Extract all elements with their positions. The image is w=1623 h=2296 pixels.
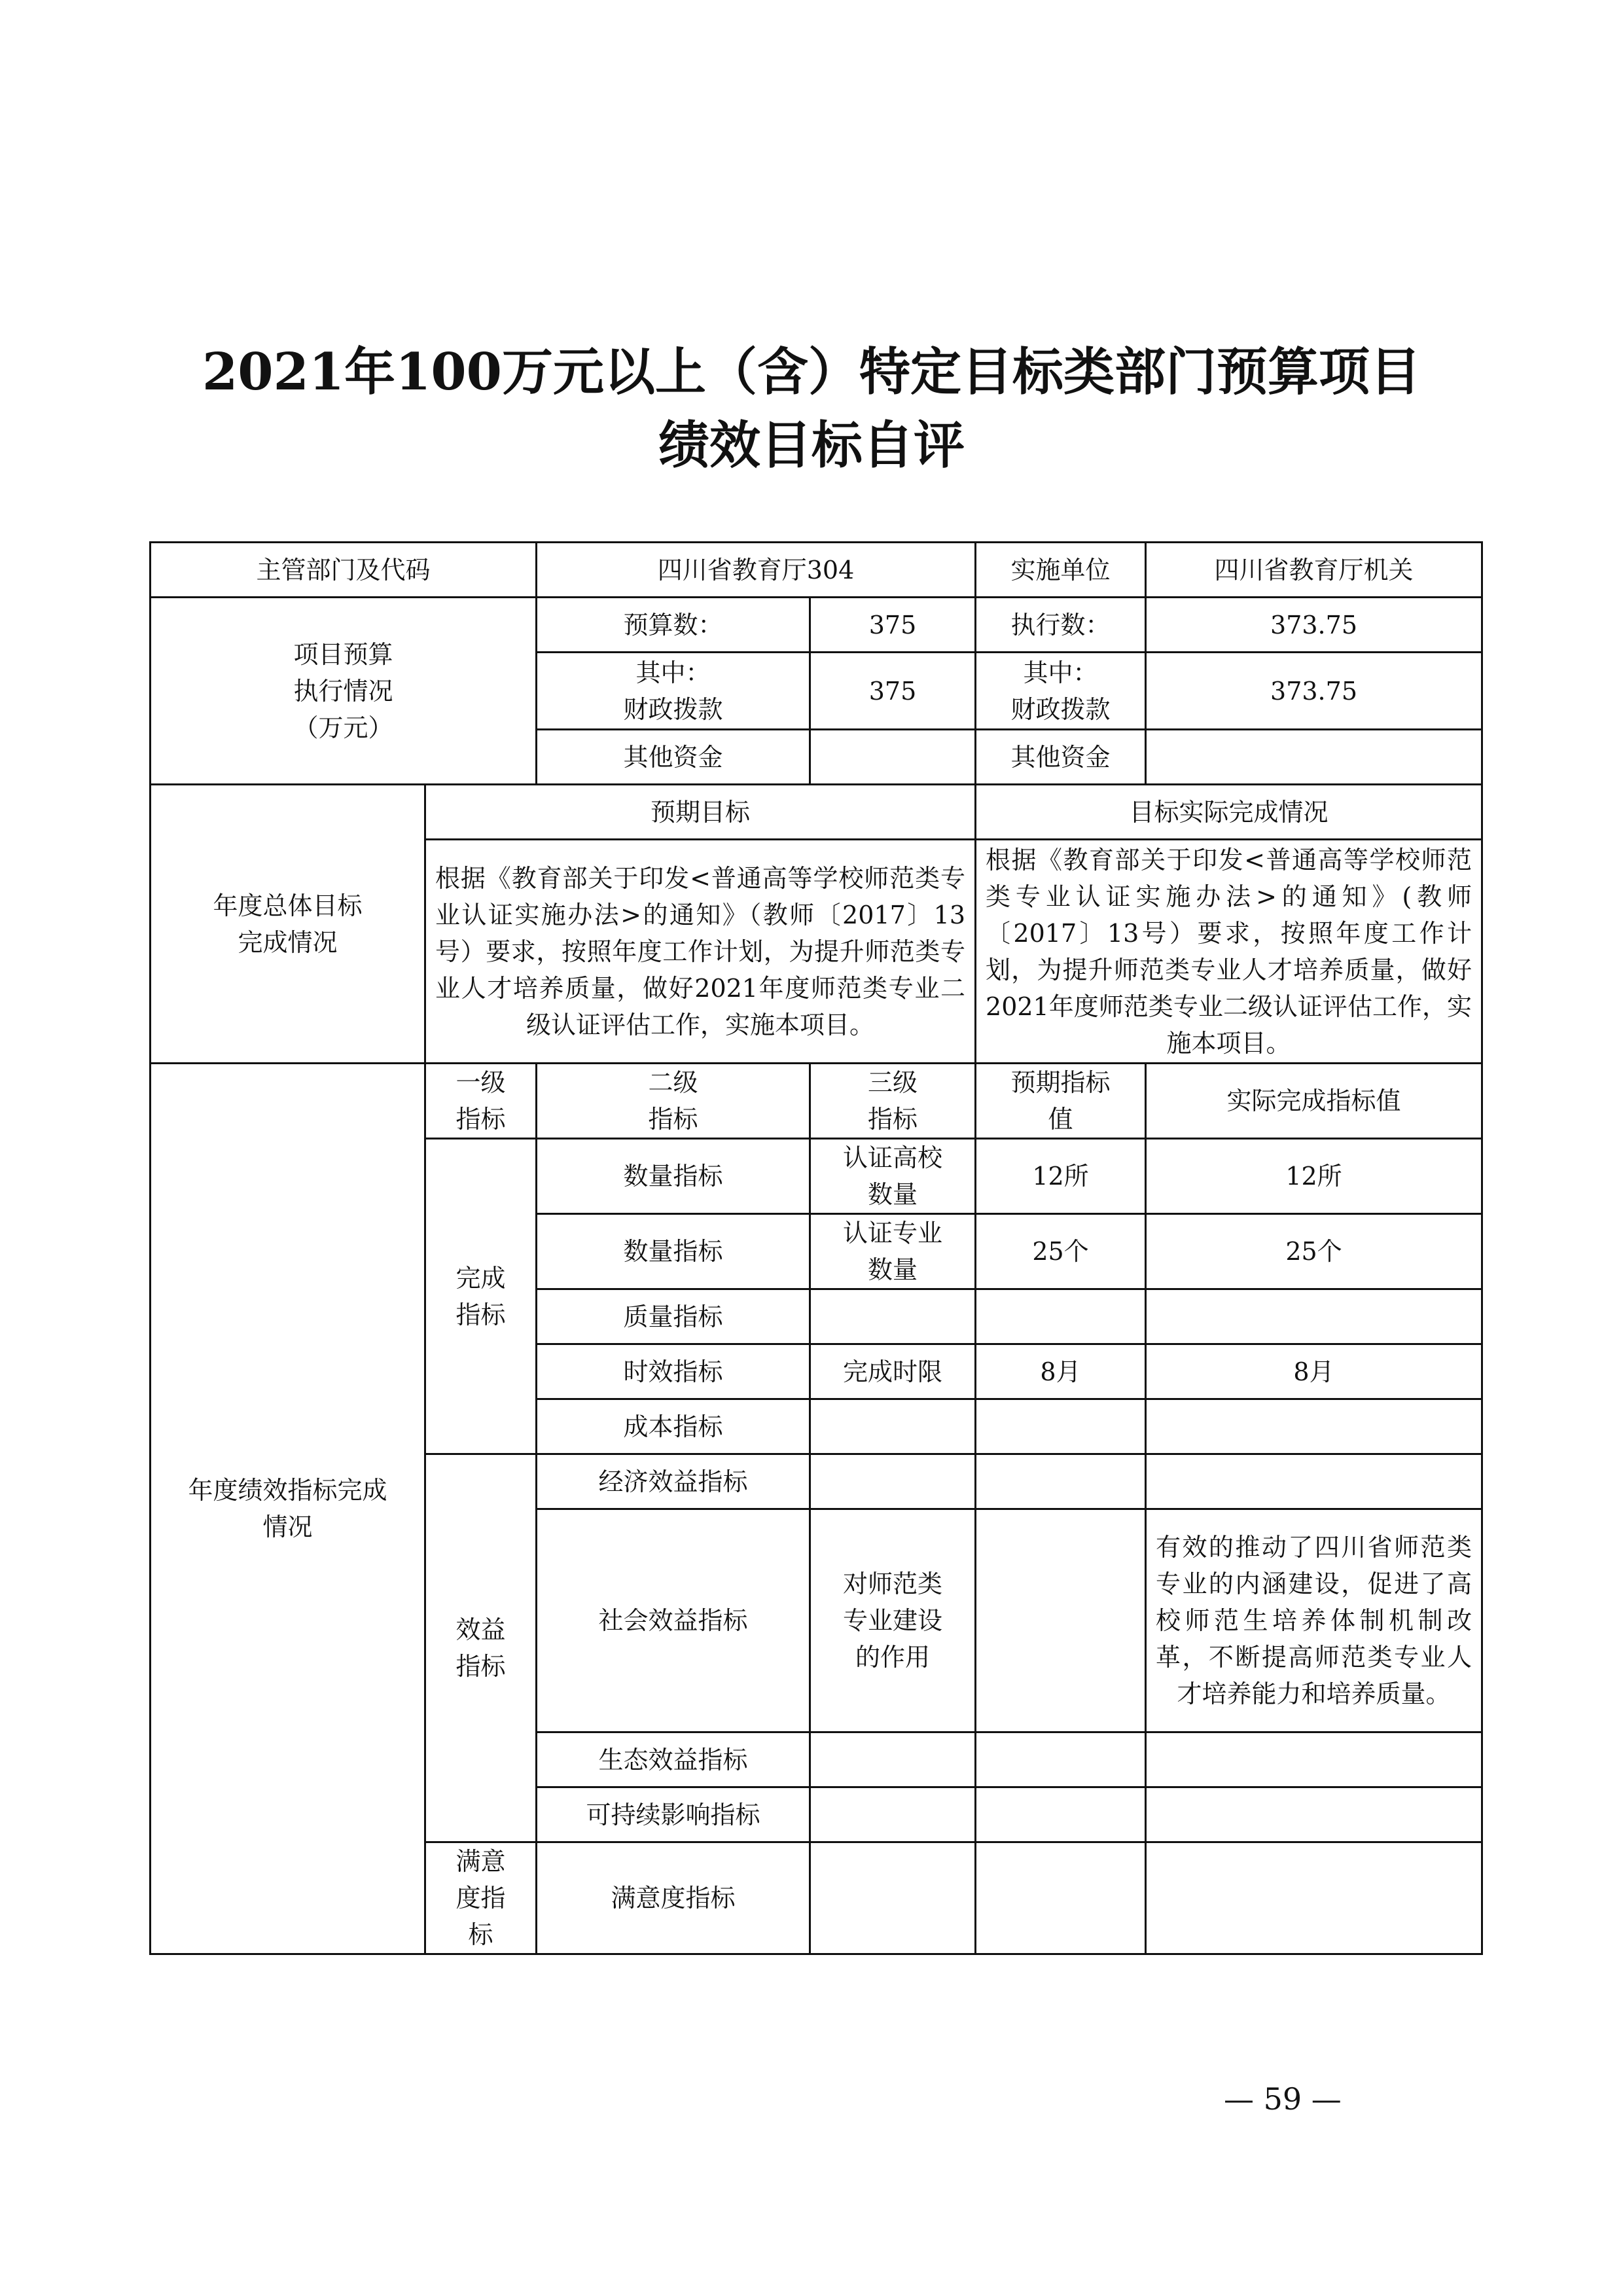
row-social-actual: 有效的推动了四川省师范类专业的内涵建设，促进了高校师范生培养体制机制改革，不断提高师范类专业人才培养能力和培养质量。 (1146, 1509, 1482, 1732)
other-funds-budget-value (810, 730, 976, 785)
row-qty1-actual: 12所 (1146, 1139, 1482, 1214)
row-social-expected (976, 1509, 1146, 1732)
other-funds-left: 其他资金 (537, 730, 810, 785)
row-qty1-level3: 认证高校 数量 (810, 1139, 976, 1214)
benefit-indicators-group: 效益 指标 (425, 1454, 537, 1842)
row-qty2-level2: 数量指标 (537, 1214, 810, 1289)
row-satisfaction-level3 (810, 1842, 976, 1954)
row-cost-level2: 成本指标 (537, 1399, 810, 1454)
budget-amount-label: 预算数： (537, 598, 810, 653)
row-social-level3: 对师范类 专业建设 的作用 (810, 1509, 976, 1732)
row-sustain-actual (1146, 1787, 1482, 1842)
other-funds-exec-value (1146, 730, 1482, 785)
row-qty1-level2: 数量指标 (537, 1139, 810, 1214)
row-economic-actual (1146, 1454, 1482, 1509)
row-quality-expected (976, 1289, 1146, 1344)
fiscal-exec-value: 373.75 (1146, 653, 1482, 730)
row-qty2-level3: 认证专业 数量 (810, 1214, 976, 1289)
header-actual-value: 实际完成指标值 (1146, 1064, 1482, 1139)
row-time-expected: 8月 (976, 1344, 1146, 1399)
row-ecology-level3 (810, 1732, 976, 1787)
row-quality-level3 (810, 1289, 976, 1344)
row-satisfaction-level2: 满意度指标 (537, 1842, 810, 1954)
row-satisfaction-actual (1146, 1842, 1482, 1954)
row-ecology-expected (976, 1732, 1146, 1787)
page-number: — 59 — (1224, 2081, 1342, 2117)
row-quality-actual (1146, 1289, 1482, 1344)
actual-goal-header: 目标实际完成情况 (976, 785, 1482, 840)
row-time-level3: 完成时限 (810, 1344, 976, 1399)
row-economic-expected (976, 1454, 1146, 1509)
exec-amount-value: 373.75 (1146, 598, 1482, 653)
performance-evaluation-table (149, 541, 1483, 1955)
row-qty1-expected: 12所 (976, 1139, 1146, 1214)
unit-value: 四川省教育厅机关 (1146, 543, 1482, 598)
header-level2: 二级 指标 (537, 1064, 810, 1139)
row-qty2-actual: 25个 (1146, 1214, 1482, 1289)
row-economic-level2: 经济效益指标 (537, 1454, 810, 1509)
document-title-line1: 2021年100万元以上（含）特定目标类部门预算项目 (202, 342, 1421, 402)
row-qty2-expected: 25个 (976, 1214, 1146, 1289)
document-title-line2: 绩效目标自评 (658, 416, 965, 475)
dept-label: 主管部门及代码 (151, 543, 537, 598)
dept-value: 四川省教育厅304 (537, 543, 976, 598)
fiscal-budget-value: 375 (810, 653, 976, 730)
expected-goal-header: 预期目标 (425, 785, 976, 840)
budget-label: 项目预算 执行情况 （万元） (151, 598, 537, 785)
fiscal-label-left: 其中： 财政拨款 (537, 653, 810, 730)
other-funds-right: 其他资金 (976, 730, 1146, 785)
row-ecology-level2: 生态效益指标 (537, 1732, 810, 1787)
row-cost-level3 (810, 1399, 976, 1454)
row-time-level2: 时效指标 (537, 1344, 810, 1399)
row-sustain-level3 (810, 1787, 976, 1842)
completion-indicators-group: 完成 指标 (425, 1139, 537, 1454)
exec-amount-label: 执行数： (976, 598, 1146, 653)
row-time-actual: 8月 (1146, 1344, 1482, 1399)
row-sustain-level2: 可持续影响指标 (537, 1787, 810, 1842)
header-level1: 一级 指标 (425, 1064, 537, 1139)
row-cost-expected (976, 1399, 1146, 1454)
row-sustain-expected (976, 1787, 1146, 1842)
row-quality-level2: 质量指标 (537, 1289, 810, 1344)
header-expected-value: 预期指标 值 (976, 1064, 1146, 1139)
actual-goal-text: 根据《教育部关于印发<普通高等学校师范类专业认证实施办法>的通知》(教师〔2017〕13号）要求，按照年度工作计划，为提升师范类专业人才培养质量，做好2021年度师范类专业二级认证评估工作，实施本项目。 (976, 840, 1482, 1064)
row-ecology-actual (1146, 1732, 1482, 1787)
satisfaction-indicators-group: 满意 度指 标 (425, 1842, 537, 1954)
annual-performance-label: 年度绩效指标完成 情况 (151, 1064, 425, 1954)
header-level3: 三级 指标 (810, 1064, 976, 1139)
row-social-level2: 社会效益指标 (537, 1509, 810, 1732)
row-cost-actual (1146, 1399, 1482, 1454)
budget-amount-value: 375 (810, 598, 976, 653)
fiscal-label-right: 其中： 财政拨款 (976, 653, 1146, 730)
expected-goal-text: 根据《教育部关于印发<普通高等学校师范类专业认证实施办法>的通知》（教师〔2017〕13号）要求，按照年度工作计划，为提升师范类专业人才培养质量，做好2021年度师范类专业二级认证评估工作，实施本项目。 (425, 840, 976, 1064)
annual-goal-label: 年度总体目标 完成情况 (151, 785, 425, 1064)
unit-label: 实施单位 (976, 543, 1146, 598)
row-satisfaction-expected (976, 1842, 1146, 1954)
row-economic-level3 (810, 1454, 976, 1509)
